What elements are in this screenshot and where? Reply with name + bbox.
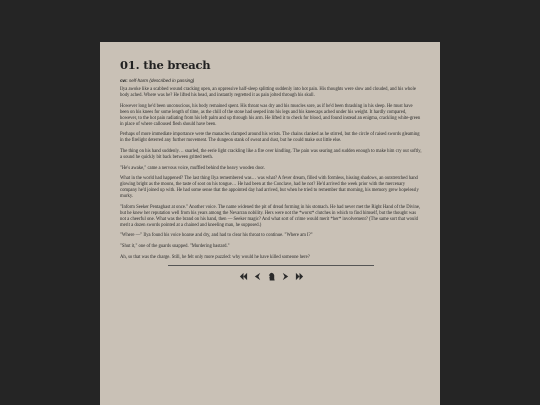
paragraph: The thing on his hand suddenly… snarled, the eerie light crackling like a fire over kindling. The pain was searing and sudden enough to make him cry out softly, a sound he quickly bit back between gritted teeth. (120, 148, 422, 160)
divider (168, 265, 374, 266)
paragraph: Ilya awoke like a scabbed wound cracking open, an oppressive half-sleep splitting suddenly into hot pain. His thoughts were slow and clouded, and his whole body ached. Where was he? He lifted his head, and instantly regretted it as pain jolted through his skull. (120, 87, 416, 99)
chapter-card (100, 42, 440, 405)
content-warning (120, 78, 422, 83)
first-page-icon[interactable] (239, 272, 248, 281)
chapter-navigation (120, 272, 422, 281)
paragraph: Ah, so that was the charge. Still, he felt only more puzzled: why would he have killed someone here? (120, 254, 310, 260)
paragraph: "Shut it," one of the guards snapped. "Murdering bastard." (120, 244, 230, 250)
chapter-body (120, 87, 422, 261)
paragraph: Perhaps of more immediate importance were the manacles clamped around his wrists. The chains clanked as he stirred, but the circle of raised swords gleaming in the firelight deterred any further movement. The dungeon stank of sweat and dust, but he could make out little else. (120, 132, 420, 144)
last-page-icon[interactable] (295, 272, 304, 281)
home-knight-icon[interactable] (267, 272, 276, 281)
paragraph: However long he'd been unconscious, his body remained spent. His throat was dry and his muscles sore, as if he'd been thrashing in his sleep. He must have been on his knees for some length of time, as the chill of the stone had seeped into his legs and his kneecaps ached under his weight. It hardly compared, however, to the hot pain radiating from his left palm and up through his arm. He lifted it to check for blood, and found instead an enigma, crackling white-green in place of where calloused flesh should have been. (120, 103, 421, 127)
chapter-title: 01. the breach (120, 58, 211, 72)
content-warning-text: self-harm (described in passing) (128, 78, 195, 83)
previous-page-icon[interactable] (253, 272, 262, 281)
paragraph: What in the world had happened? The last thing Ilya remembered was… was what? A fever dream, filled with formless, hissing shadows, an outstretched hand glowing bright as the moons, the taste of soot on his tongue… He had been at the Conclave, had he not? He'd arrived the week prior with the mercenary company he'd joined up with. He had some sense that the appointed day had arrived, but when he tried to remember that morning, his memory grew hopelessly murky. (120, 176, 419, 200)
paragraph: "Where —" Ilya found his voice hoarse and dry, and had to clear his throat to continue. "Where am I?" (120, 233, 313, 239)
paragraph: "He's awake," came a nervous voice, muffled behind the heavy wooden door. (120, 165, 265, 171)
paragraph: "Inform Seeker Pentaghast at once." Another voice. The name widened the pit of dread forming in his stomach. He had never met the Right Hand of the Divine, but he knew her reputation well from his years among the Nevarran nobility. Hers were not the *worst* clutches in which to find himself, but the thought was not a cheerful one. What was the brand on his hand, then — Seeker magic? And what sort of crime would merit *her* involvement? (The same sort that would merit a dozen swords pointed at a chained and kneeling man, he supposed.) (120, 204, 421, 228)
next-page-icon[interactable] (281, 272, 290, 281)
content-warning-label: cw: (120, 78, 128, 83)
